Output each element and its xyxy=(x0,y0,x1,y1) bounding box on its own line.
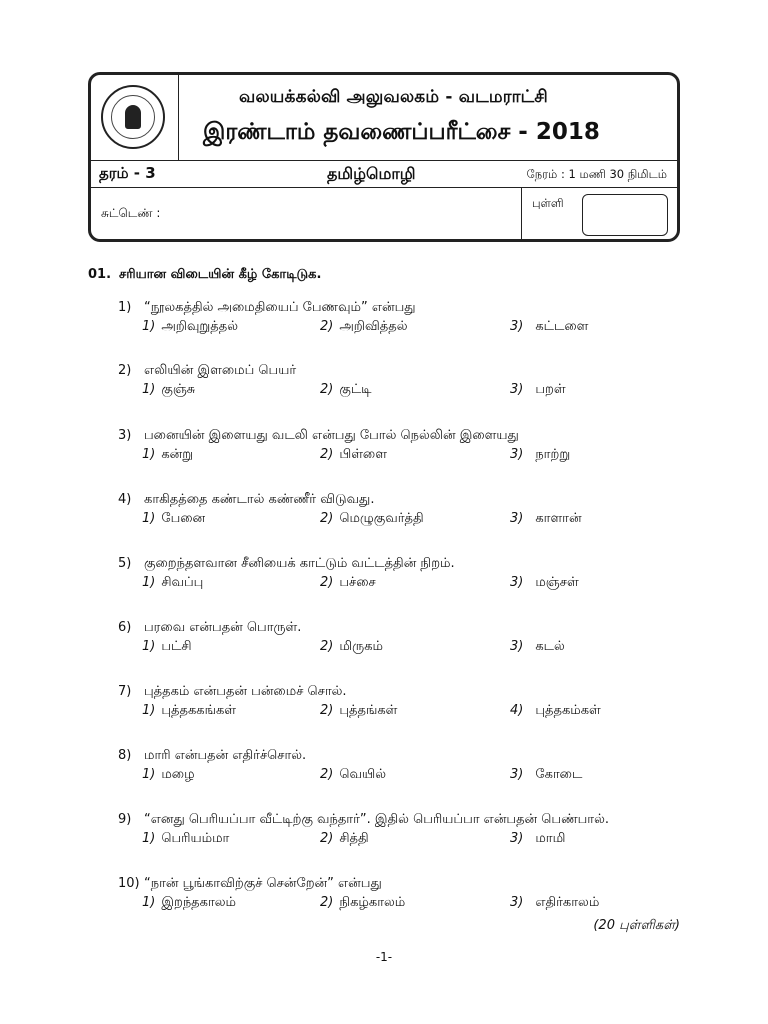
option-1[interactable]: 1) மழை xyxy=(142,767,195,782)
options-row xyxy=(118,639,718,659)
question-number: 2) xyxy=(118,363,132,378)
marks-cell xyxy=(521,188,677,242)
header-info-row xyxy=(91,161,677,188)
option-3[interactable]: 3) பறள் xyxy=(510,382,566,397)
option-1[interactable]: 1) சிவப்பு xyxy=(142,575,204,590)
option-2[interactable]: 2) சித்தி xyxy=(320,831,369,846)
question-number: 9) xyxy=(118,812,132,827)
time-label: நேரம் : 1 மணி 30 நிமிடம் xyxy=(526,167,667,181)
question-number: 7) xyxy=(118,684,132,699)
option-3[interactable]: 3) கடல் xyxy=(510,639,565,654)
exam-header xyxy=(88,72,680,242)
question-6 xyxy=(118,620,718,659)
option-3[interactable]: 3) காளான் xyxy=(510,511,582,526)
option-1[interactable]: 1) பேனை xyxy=(142,511,206,526)
option-2[interactable]: 2) பிள்ளை xyxy=(320,447,387,462)
marks-label: புள்ளி xyxy=(532,196,564,210)
option-2[interactable]: 2) மிருகம் xyxy=(320,639,383,654)
option-3[interactable]: 4) புத்தகம்கள் xyxy=(510,703,601,718)
question-3 xyxy=(118,428,718,467)
option-2[interactable]: 2) நிகழ்காலம் xyxy=(320,895,406,910)
options-row xyxy=(118,767,718,787)
options-row xyxy=(118,319,718,339)
question-9 xyxy=(118,812,718,851)
option-3[interactable]: 3) நாற்று xyxy=(510,447,571,462)
question-stem: மாரி என்பதன் எதிர்ச்சொல். xyxy=(144,748,307,763)
question-stem: “எனது பெரியப்பா வீட்டிற்கு வந்தார்”. இதில் பெரியப்பா என்பதன் பெண்பால். xyxy=(144,812,610,827)
option-3[interactable]: 3) கோடை xyxy=(510,767,583,782)
options-row xyxy=(118,703,718,723)
options-row xyxy=(118,895,718,915)
options-row xyxy=(118,831,718,851)
option-1[interactable]: 1) அறிவுறுத்தல் xyxy=(142,319,239,334)
option-2[interactable]: 2) வெயில் xyxy=(320,767,387,782)
option-2[interactable]: 2) குட்டி xyxy=(320,382,372,397)
option-2[interactable]: 2) புத்தங்கள் xyxy=(320,703,398,718)
options-row xyxy=(118,511,718,531)
options-row xyxy=(118,575,718,595)
options-row xyxy=(118,447,718,467)
option-3[interactable]: 3) மாமி xyxy=(510,831,566,846)
question-8 xyxy=(118,748,718,787)
question-stem: பரவை என்பதன் பொருள். xyxy=(144,620,302,635)
options-row xyxy=(118,382,718,402)
question-number: 6) xyxy=(118,620,132,635)
header-student-row xyxy=(91,188,677,242)
question-number: 10) xyxy=(118,876,140,891)
section-title xyxy=(88,267,321,283)
option-2[interactable]: 2) மெழுகுவர்த்தி xyxy=(320,511,424,526)
option-1[interactable]: 1) புத்தககங்கள் xyxy=(142,703,237,718)
option-1[interactable]: 1) கன்று xyxy=(142,447,194,462)
question-4 xyxy=(118,492,718,531)
section-number: 01. xyxy=(88,267,112,282)
option-3[interactable]: 3) மஞ்சள் xyxy=(510,575,579,590)
option-2[interactable]: 2) பச்சை xyxy=(320,575,376,590)
subject-label: தமிழ்மொழி xyxy=(327,164,416,183)
option-2[interactable]: 2) அறிவித்தல் xyxy=(320,319,408,334)
question-7 xyxy=(118,684,718,723)
index-number-label: சுட்டெண் : xyxy=(101,206,161,220)
question-number: 3) xyxy=(118,428,132,443)
question-stem: குறைந்தளவான சீனியைக் காட்டும் வட்டத்தின் நிறம். xyxy=(144,556,455,571)
option-1[interactable]: 1) பெரியம்மா xyxy=(142,831,230,846)
question-stem: காகிதத்தை கண்டால் கண்ணீர் விடுவது. xyxy=(144,492,375,507)
header-top-row xyxy=(91,75,677,161)
question-stem: “நான் பூங்காவிற்குச் சென்றேன்” என்பது xyxy=(144,876,382,891)
option-1[interactable]: 1) பட்சி xyxy=(142,639,192,654)
total-marks: (20 புள்ளிகள்) xyxy=(593,918,680,933)
logo-cell xyxy=(91,75,179,161)
office-name: வலயக்கல்வி அலுவலகம் - வடமராட்சி xyxy=(239,87,548,107)
question-10 xyxy=(118,876,718,915)
question-number: 8) xyxy=(118,748,132,763)
zonal-education-logo xyxy=(101,85,165,149)
option-3[interactable]: 3) எதிர்காலம் xyxy=(510,895,600,910)
logo-inner-ring xyxy=(111,95,155,139)
question-stem: எலியின் இளமைப் பெயர் xyxy=(144,363,297,378)
option-3[interactable]: 3) கட்டளை xyxy=(510,319,589,334)
question-2 xyxy=(118,363,718,402)
option-1[interactable]: 1) இறந்தகாலம் xyxy=(142,895,237,910)
marks-box xyxy=(582,194,668,236)
page-number: -1- xyxy=(375,950,393,964)
section-instruction: சரியான விடையின் கீழ் கோடிடுக. xyxy=(119,267,322,282)
question-number: 4) xyxy=(118,492,132,507)
question-5 xyxy=(118,556,718,595)
question-stem: “நூலகத்தில் அமைதியைப் பேணவும்” என்பது xyxy=(144,300,416,315)
question-number: 5) xyxy=(118,556,132,571)
question-stem: பனையின் இளையது வடலி என்பது போல் நெல்லின் இளையது xyxy=(144,428,519,443)
question-stem: புத்தகம் என்பதன் பன்மைச் சொல். xyxy=(144,684,347,699)
logo-emblem-icon xyxy=(125,105,141,129)
question-number: 1) xyxy=(118,300,132,315)
option-1[interactable]: 1) குஞ்சு xyxy=(142,382,196,397)
question-1 xyxy=(118,300,718,339)
exam-title: இரண்டாம் தவணைப்பரீட்சை - 2018 xyxy=(203,119,600,145)
grade-label: தரம் - 3 xyxy=(99,164,156,182)
